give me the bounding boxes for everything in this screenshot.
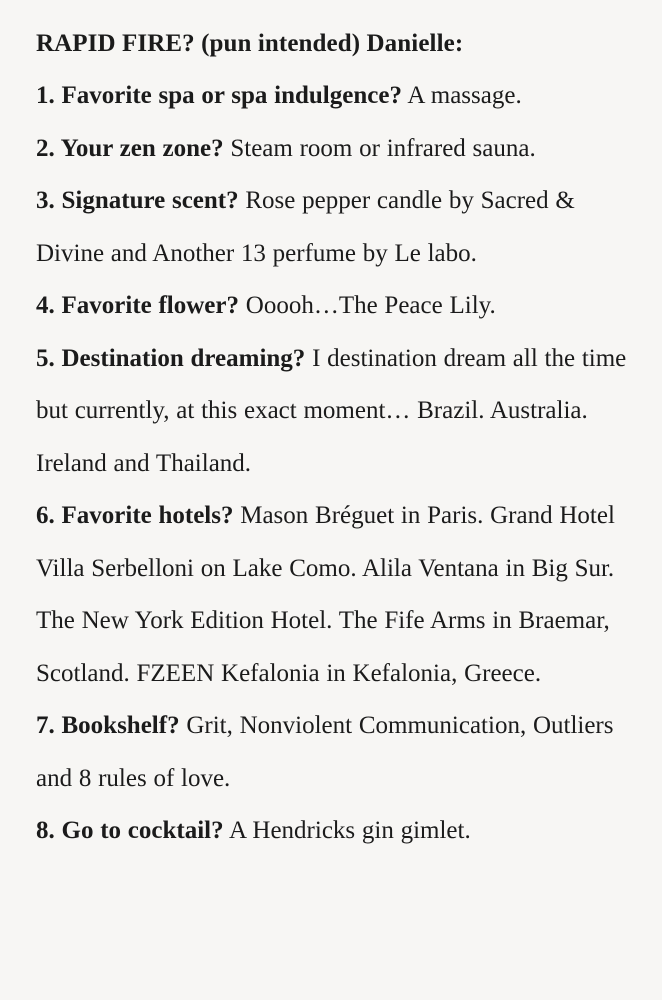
qa-item-2 bbox=[36, 123, 646, 176]
answer-2: Steam room or infrared sauna. bbox=[230, 134, 536, 162]
question-8: 8. Go to cocktail? bbox=[36, 817, 224, 844]
answer-5: I destination dream all the time but currently, at this exact moment… Brazil. Australia. Ireland and Thailand. bbox=[36, 344, 627, 477]
qa-item-3 bbox=[36, 175, 646, 280]
article-body bbox=[36, 18, 646, 858]
answer-6: Mason Bréguet in Paris. Grand Hotel Villa Serbelloni on Lake Como. Alila Ventana in Big Sur. The New York Edition Hotel. The Fife Arms in Braemar, Scotland. FZEEN Kefalonia in Kefalonia, Greece. bbox=[36, 502, 615, 687]
question-3: 3. Signature scent? bbox=[36, 187, 239, 214]
qa-item-8 bbox=[36, 805, 646, 858]
section-heading: RAPID FIRE? (pun intended) Danielle: bbox=[36, 30, 464, 57]
qa-item-7 bbox=[36, 700, 646, 805]
qa-item-6 bbox=[36, 490, 646, 700]
question-2: 2. Your zen zone? bbox=[36, 134, 224, 162]
question-4: 4. Favorite flower? bbox=[36, 292, 240, 319]
answer-3: Rose pepper candle by Sacred & Divine and Another 13 perfume by Le labo. bbox=[36, 187, 575, 267]
qa-item-5 bbox=[36, 333, 646, 491]
question-7: 7. Bookshelf? bbox=[36, 712, 180, 739]
question-6: 6. Favorite hotels? bbox=[36, 502, 234, 529]
answer-4: Ooooh…The Peace Lily. bbox=[245, 292, 496, 319]
question-1: 1. Favorite spa or spa indulgence? bbox=[36, 82, 402, 109]
answer-1: A massage. bbox=[407, 82, 522, 109]
qa-item-4 bbox=[36, 280, 646, 333]
answer-7: Grit, Nonviolent Communication, Outliers and 8 rules of love. bbox=[36, 712, 614, 792]
question-5: 5. Destination dreaming? bbox=[36, 344, 306, 372]
qa-item-1 bbox=[36, 70, 646, 123]
answer-8: A Hendricks gin gimlet. bbox=[228, 817, 471, 844]
